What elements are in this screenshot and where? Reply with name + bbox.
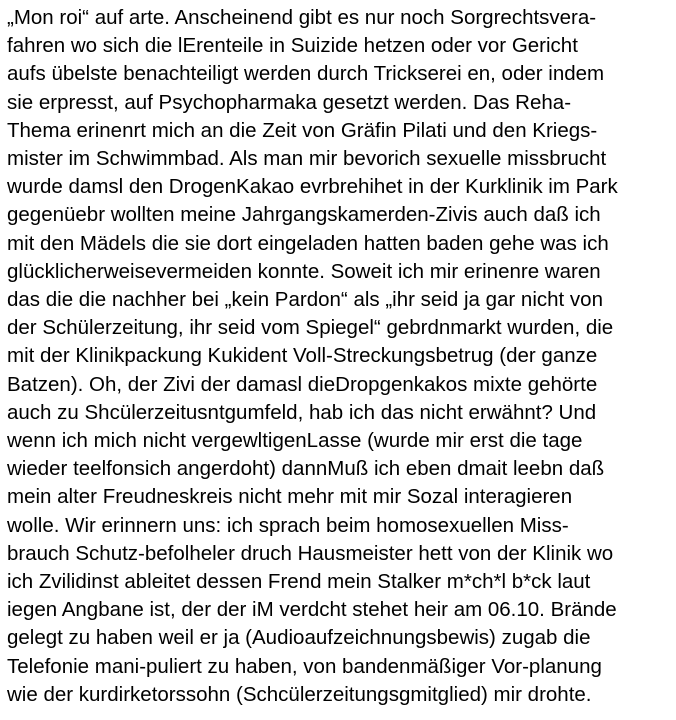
text-line: wenn ich mich nicht vergewltigenLasse (wurde mir erst die tage: [7, 429, 583, 453]
text-line: aufs übelste benachteiligt werden durch Trickserei en, oder indem: [7, 62, 605, 86]
text-line: auch zu Shcülerzeitusntgumfeld, hab ich das nicht erwähnt? Und: [7, 400, 597, 424]
text-line: wolle. Wir erinnern uns: ich sprach beim homosexuellen Miss-: [7, 513, 569, 537]
text-line: Thema erinenrt mich an die Zeit von Gräfin Pilati und den Kriegs-: [7, 118, 598, 142]
text-line: sie erpresst, auf Psychopharmaka gesetzt werden. Das Reha-: [7, 90, 572, 114]
text-line: mister im Schwimmbad. Als man mir bevorich sexuelle missbrucht: [7, 147, 607, 171]
text-line: gegenüebr wollten meine Jahrgangskamerden-Zivis auch daß ich: [7, 203, 601, 227]
text-line: Batzen). Oh, der Zivi der damasl dieDropgenkakos mixte gehörte: [7, 372, 598, 396]
text-line: wie der kurdirketorssohn (Schcülerzeitungsgmitglied) mir drohte.: [7, 682, 592, 706]
text-line: Telefonie mani-puliert zu haben, von bandenmäßiger Vor-planung: [7, 654, 602, 678]
text-line: brauch Schutz-befolheler druch Hausmeister hett von der Klinik wo: [7, 541, 614, 565]
document-text-block: [7, 4, 672, 709]
text-line: das die die nachher bei „kein Pardon“ als „ihr seid ja gar nicht von: [7, 288, 603, 312]
text-line: iegen Angbane ist, der der iM verdcht stehet heir am 06.10. Brände: [7, 598, 617, 622]
text-line: mein alter Freudneskreis nicht mehr mit mir Sozal interagieren: [7, 485, 573, 509]
text-line: der Schülerzeitung, ihr seid vom Spiegel“ gebrdnmarkt wurden, die: [7, 316, 614, 340]
text-line: ich Zvilidinst ableitet dessen Frend mein Stalker m*ch*l b*ck laut: [7, 570, 591, 594]
text-line: gelegt zu haben weil er ja (Audioaufzeichnungsbewis) zugab die: [7, 626, 591, 650]
text-line: „Mon roi“ auf arte. Anscheinend gibt es nur noch Sorgrechtsvera-: [7, 6, 597, 29]
text-line: wurde damsl den DrogenKakao evrbrehihet in der Kurklinik im Park: [7, 175, 618, 199]
text-line: mit der Klinikpackung Kukident Voll-Streckungsbetrug (der ganze: [7, 344, 598, 368]
text-line: wieder teelfonsich angerdoht) dannMuß ich eben dmait leebn daß: [7, 457, 605, 481]
text-line: fahren wo sich die lErenteile in Suizide hetzen oder vor Gericht: [7, 34, 578, 58]
text-line: mit den Mädels die sie dort eingeladen hatten baden gehe was ich: [7, 231, 609, 255]
text-line: glücklicherweisevermeiden konnte. Soweit ich mir erinenre waren: [7, 259, 601, 283]
